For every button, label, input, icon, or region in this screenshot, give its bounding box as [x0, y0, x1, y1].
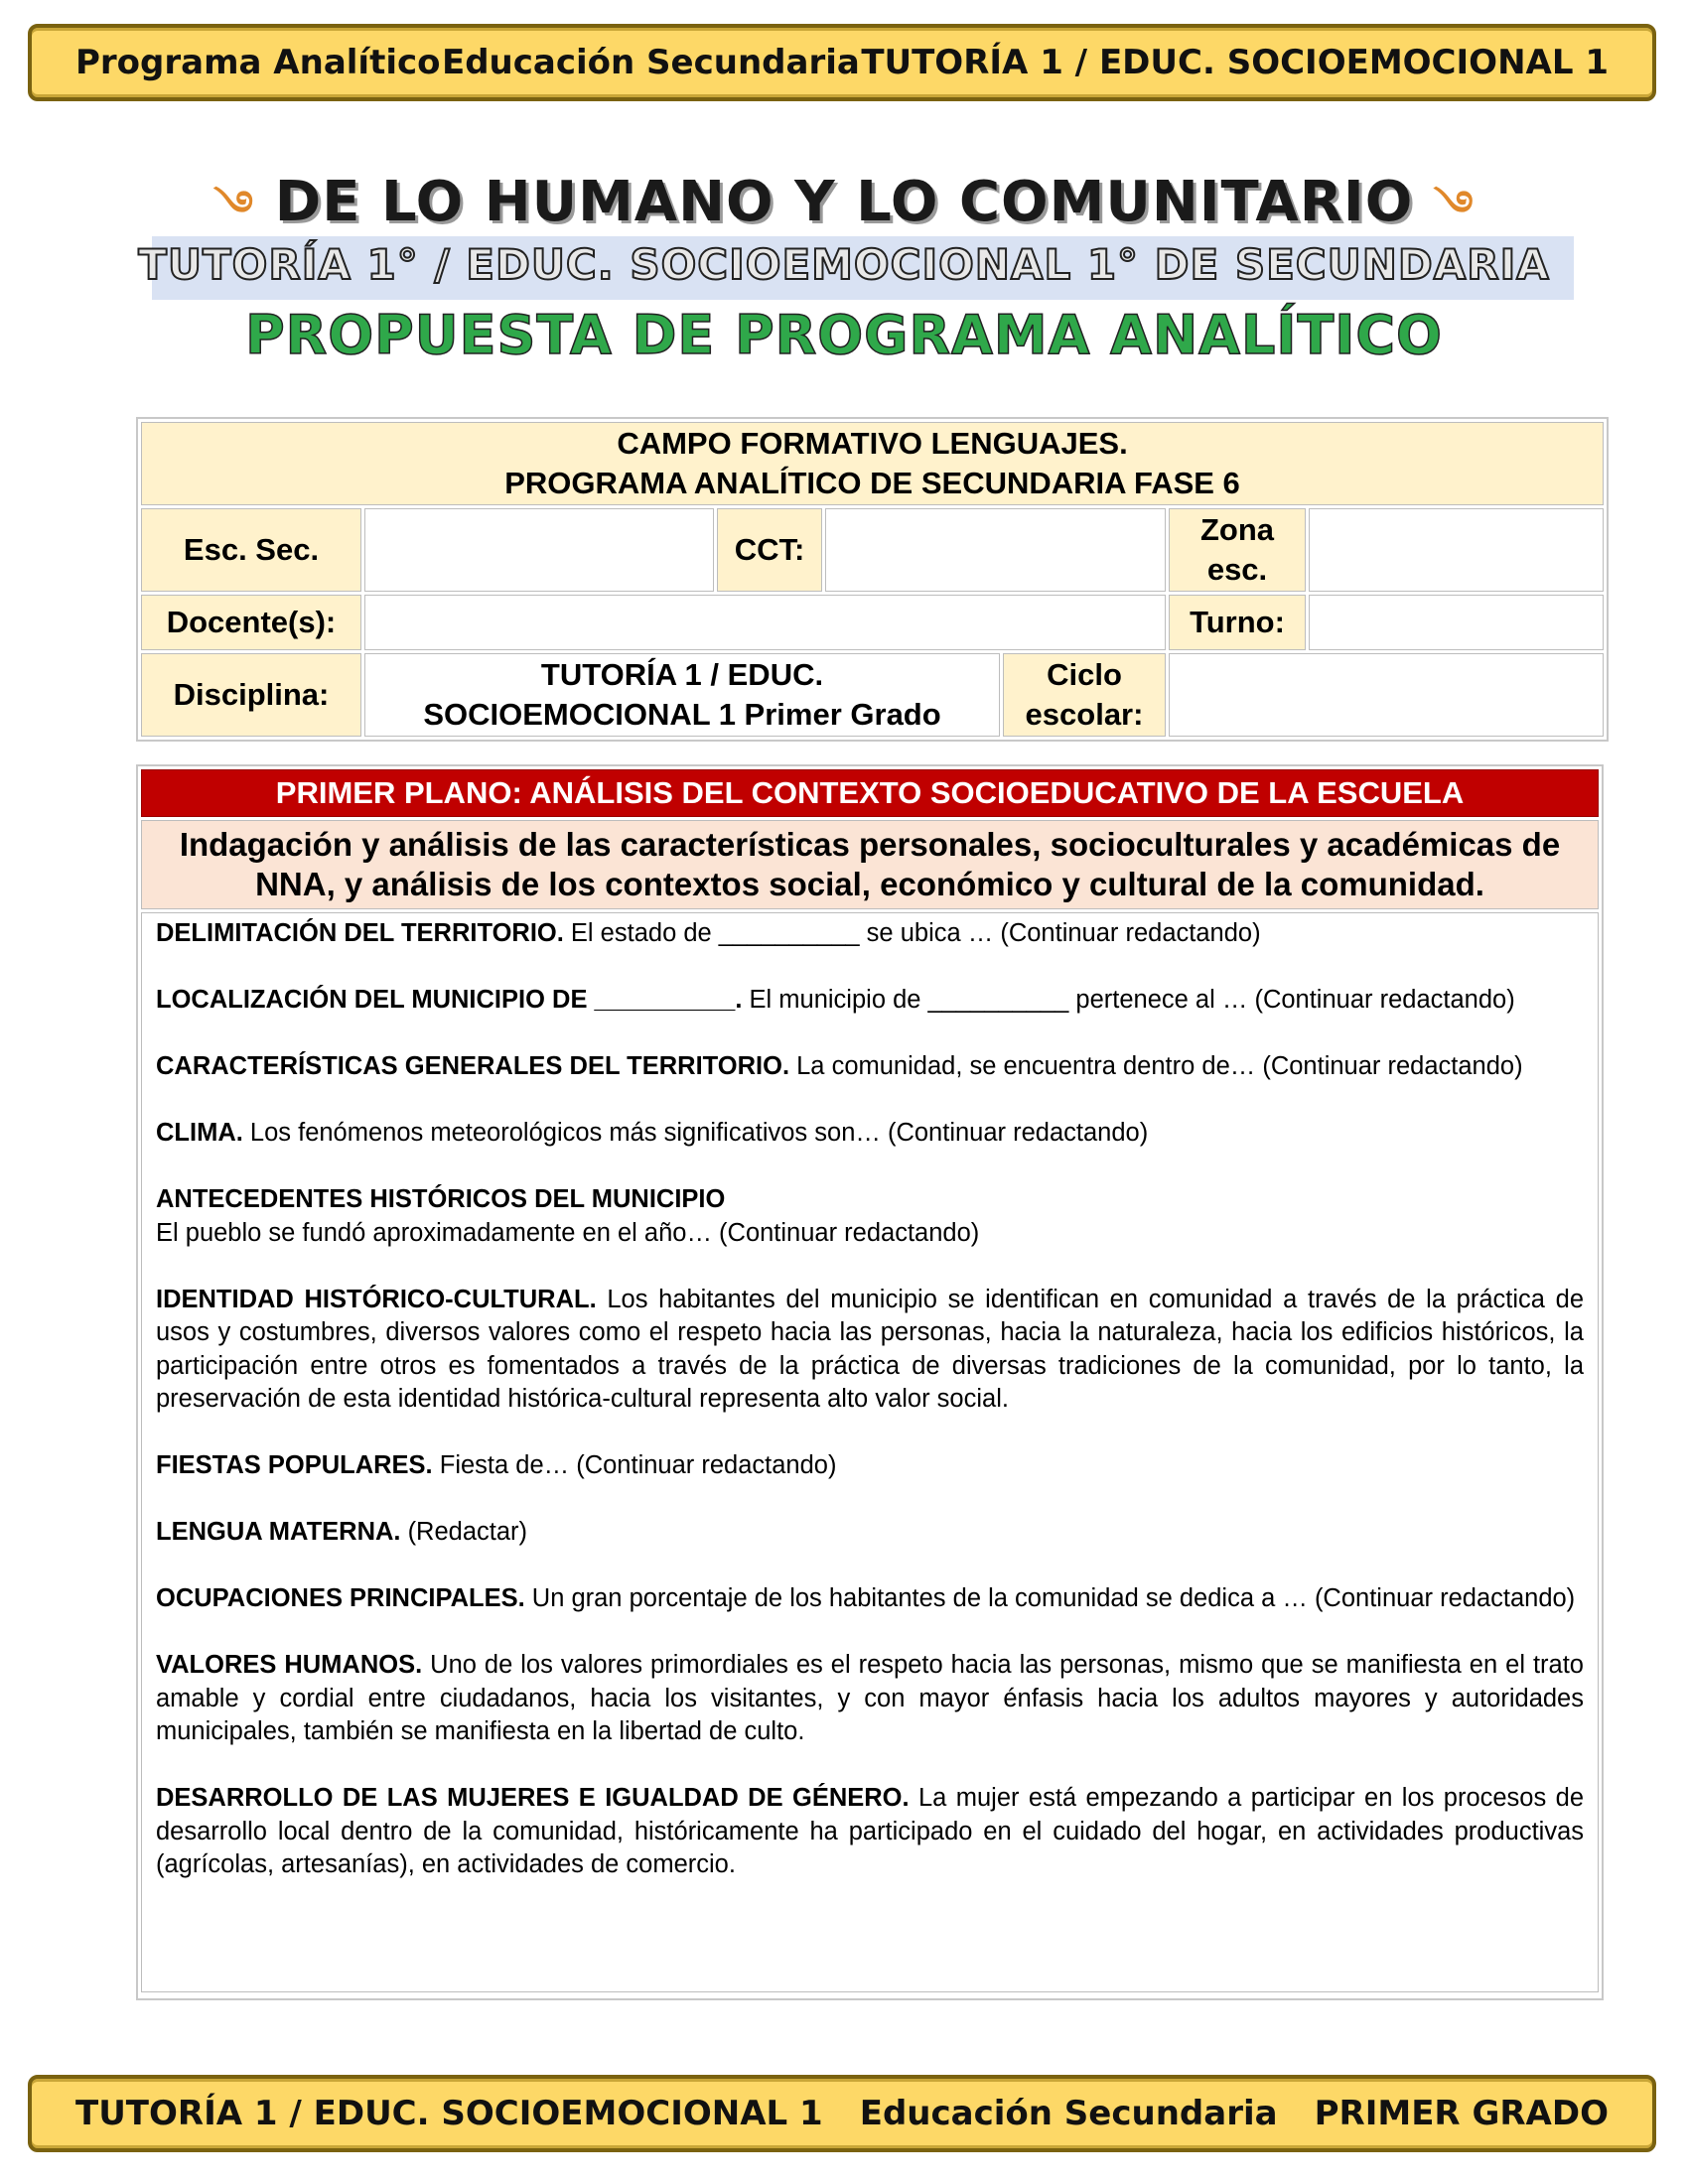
- context-item: [156, 984, 1584, 1018]
- context-item: [156, 1284, 1584, 1417]
- ciclo-label-line2: escolar:: [1025, 697, 1144, 732]
- cct-field[interactable]: [825, 508, 1166, 592]
- footer-grade: PRIMER GRADO: [1314, 2094, 1609, 2133]
- item-title: CLIMA.: [156, 1119, 243, 1147]
- item-text: Los habitantes del municipio se identifican en comunidad a través de la práctica de usos y costumbres, diversos valores como el respeto hacia las personas, hacia la naturaleza, hacia los edificios históricos, la participación entre otros es fomentados a través de la práctica de diversas tradiciones de la comunidad, por lo tanto, la preservación de esta identidad histórica-cultural representa alto valor social.: [156, 1285, 1584, 1413]
- ornament-right-icon: ࿓: [1433, 182, 1475, 230]
- item-title: CARACTERÍSTICAS GENERALES DEL TERRITORIO.: [156, 1052, 790, 1080]
- disciplina-value-line1: TUTORÍA 1 / EDUC.: [540, 657, 824, 692]
- header-program: Programa Analítico: [75, 43, 441, 82]
- context-item: [156, 1649, 1584, 1749]
- context-item: [156, 1449, 1584, 1483]
- ornament-left-icon: ࿓: [213, 182, 255, 230]
- esc-sec-label: Esc. Sec.: [141, 508, 361, 592]
- proposal-title-text: PROPUESTA DE PROGRAMA ANALÍTICO: [245, 304, 1443, 366]
- item-text: (Redactar): [400, 1518, 528, 1546]
- campo-formativo-line1: CAMPO FORMATIVO LENGUAJES.: [617, 426, 1128, 461]
- item-title: ANTECEDENTES HISTÓRICOS DEL MUNICIPIO: [156, 1185, 726, 1213]
- proposal-title: [0, 304, 1688, 366]
- item-title: LOCALIZACIÓN DEL MUNICIPIO DE __________.: [156, 986, 743, 1014]
- item-text: Fiesta de… (Continuar redactando): [432, 1451, 837, 1479]
- context-item: [156, 1050, 1584, 1084]
- campo-formativo-header: [141, 422, 1604, 505]
- cct-label: CCT:: [717, 508, 822, 592]
- context-item: [156, 1183, 1584, 1250]
- disciplina-value-line2: SOCIOEMOCIONAL 1 Primer Grado: [423, 697, 941, 732]
- item-text: Uno de los valores primordiales es el respeto hacia las personas, mismo que se manifiesta en el trato amable y cordial entre ciudadanos, hacia los visitantes, y con mayor énfasis hacia los adultos mayores y autoridades municipales, también se manifiesta en la libertad de culto.: [156, 1651, 1584, 1745]
- context-item: [156, 1516, 1584, 1550]
- footer-level: Educación Secundaria: [859, 2094, 1278, 2133]
- item-title: VALORES HUMANOS.: [156, 1651, 423, 1679]
- header-level: Educación Secundaria: [441, 43, 860, 82]
- item-text: Un gran porcentaje de los habitantes de la comunidad se dedica a … (Continuar redactando): [524, 1584, 1576, 1612]
- ciclo-label: [1003, 653, 1166, 737]
- context-item: [156, 917, 1584, 951]
- disciplina-label: Disciplina:: [141, 653, 361, 737]
- context-item: [156, 1117, 1584, 1151]
- zona-label-line2: esc.: [1206, 552, 1268, 587]
- footer-banner: [28, 2075, 1656, 2152]
- item-text: El estado de __________ se ubica … (Continuar redactando): [563, 919, 1261, 947]
- ciclo-label-line1: Ciclo: [1047, 657, 1122, 692]
- item-text: Los fenómenos meteorológicos más significativos son… (Continuar redactando): [242, 1119, 1149, 1147]
- turno-field[interactable]: [1309, 595, 1604, 650]
- item-text: La comunidad, se encuentra dentro de… (Continuar redactando): [789, 1052, 1523, 1080]
- item-title: IDENTIDAD HISTÓRICO-CULTURAL.: [156, 1285, 597, 1313]
- item-text: El pueblo se fundó aproximadamente en el año… (Continuar redactando): [156, 1218, 980, 1247]
- turno-label: Turno:: [1169, 595, 1306, 650]
- context-subheading: Indagación y análisis de las características personales, socioculturales y académicas de NNA, y análisis de los contextos social, económico y cultural de la comunidad.: [141, 820, 1599, 909]
- item-title: OCUPACIONES PRINCIPALES.: [156, 1584, 525, 1612]
- campo-formativo-line2: PROGRAMA ANALÍTICO DE SECUNDARIA FASE 6: [504, 466, 1240, 500]
- context-section: [136, 764, 1604, 2000]
- zona-label: [1169, 508, 1306, 592]
- footer-subject: TUTORÍA 1 / EDUC. SOCIOEMOCIONAL 1: [75, 2094, 823, 2133]
- context-item: [156, 1782, 1584, 1882]
- ciclo-field[interactable]: [1169, 653, 1604, 737]
- item-title: DELIMITACIÓN DEL TERRITORIO.: [156, 919, 564, 947]
- context-body: [141, 912, 1599, 1992]
- item-title: FIESTAS POPULARES.: [156, 1451, 433, 1479]
- disciplina-value: [364, 653, 1000, 737]
- docente-label: Docente(s):: [141, 595, 361, 650]
- context-heading: PRIMER PLANO: ANÁLISIS DEL CONTEXTO SOCIOEDUCATIVO DE LA ESCUELA: [141, 769, 1599, 817]
- context-item: [156, 1582, 1584, 1616]
- zona-field[interactable]: [1309, 508, 1604, 592]
- item-title: LENGUA MATERNA.: [156, 1518, 401, 1546]
- header-banner: [28, 24, 1656, 101]
- school-info-table: [136, 417, 1609, 742]
- zona-label-line1: Zona: [1199, 512, 1275, 547]
- header-subject: TUTORÍA 1 / EDUC. SOCIOEMOCIONAL 1: [861, 43, 1609, 82]
- docente-field[interactable]: [364, 595, 1166, 650]
- esc-sec-field[interactable]: [364, 508, 714, 592]
- item-text: La mujer está empezando a participar en los procesos de desarrollo local dentro de la comunidad, históricamente ha participado en el cuidado del hogar, en actividades productivas (agrícolas, artesanías), en actividades de comercio.: [156, 1784, 1584, 1878]
- item-text: El municipio de __________ pertenece al … (Continuar redactando): [742, 986, 1515, 1014]
- subtitle: TUTORÍA 1° / EDUC. SOCIOEMOCIONAL 1° DE SECUNDARIA: [138, 240, 1550, 289]
- item-title: DESARROLLO DE LAS MUJERES E IGUALDAD DE GÉNERO.: [156, 1784, 910, 1812]
- main-title-text: DE LO HUMANO Y LO COMUNITARIO: [274, 170, 1414, 234]
